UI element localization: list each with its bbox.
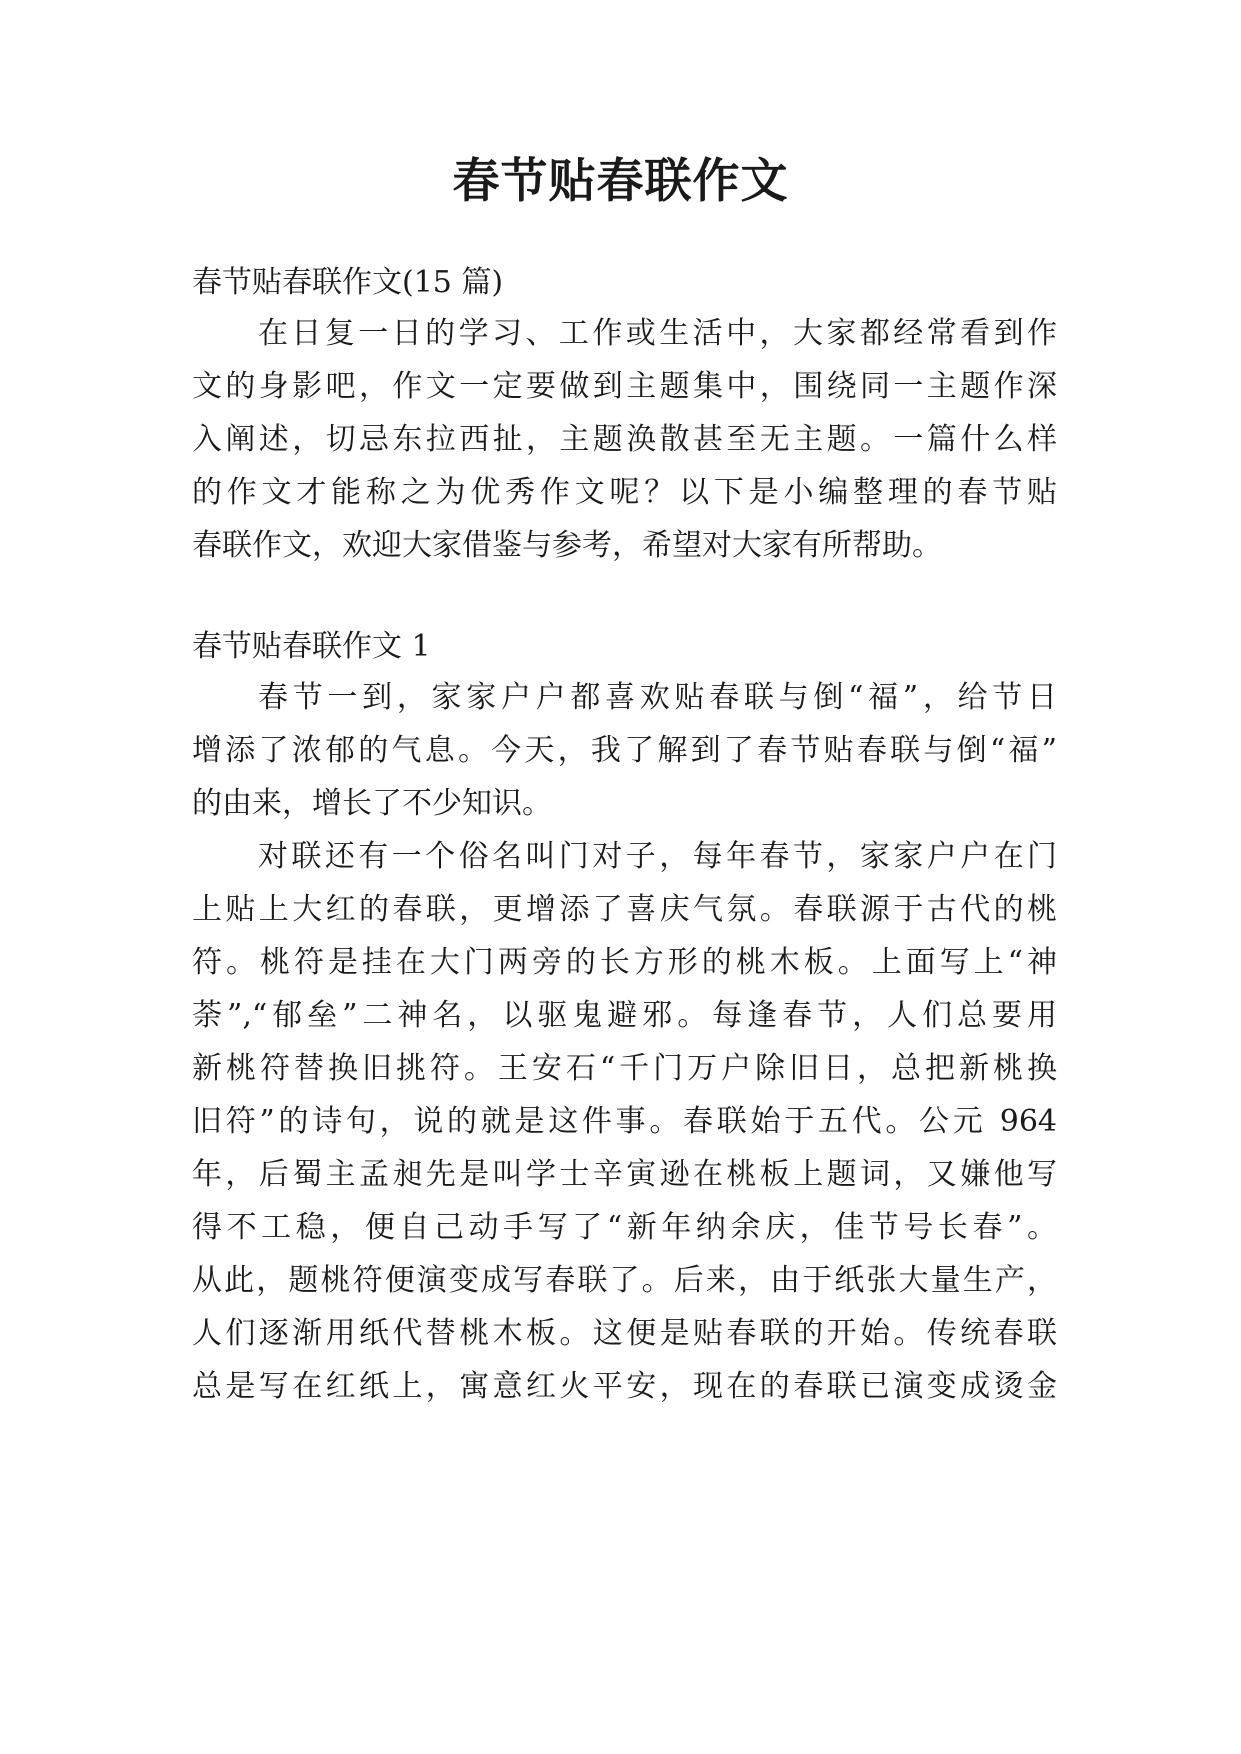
paragraph-line: 荼”,“郁垒”二神名，以驱鬼避邪。每逢春节，人们总要用 — [192, 998, 1057, 1033]
paragraph-line: 新桃符替换旧挑符。王安石“千门万户除旧日，总把新桃换 — [192, 1051, 1057, 1086]
paragraph-line: 得不工稳，便自己动手写了“新年纳余庆，佳节号长春”。 — [192, 1210, 1057, 1245]
intro-line: 入阐述，切忌东拉西扯，主题涣散甚至无主题。一篇什么样 — [192, 422, 1057, 457]
paragraph-line: 总是写在红纸上，寓意红火平安，现在的春联已演变成烫金 — [192, 1369, 1057, 1404]
paragraph-line: 的由来，增长了不少知识。 — [192, 786, 552, 821]
intro-line: 在日复一日的学习、工作或生活中，大家都经常看到作 — [258, 316, 1057, 351]
collection-heading: 春节贴春联作文(15 篇) — [192, 265, 504, 300]
intro-line: 的作文才能称之为优秀作文呢？以下是小编整理的春节贴 — [192, 475, 1057, 510]
intro-line: 文的身影吧，作文一定要做到主题集中，围绕同一主题作深 — [192, 369, 1057, 404]
intro-line: 春联作文，欢迎大家借鉴与参考，希望对大家有所帮助。 — [192, 528, 942, 563]
paragraph-line: 对联还有一个俗名叫门对子，每年春节，家家户户在门 — [258, 839, 1057, 874]
paragraph-line: 人们逐渐用纸代替桃木板。这便是贴春联的开始。传统春联 — [192, 1316, 1057, 1351]
paragraph-line: 春节一到，家家户户都喜欢贴春联与倒“福”，给节日 — [258, 680, 1057, 715]
paragraph-line: 年，后蜀主孟昶先是叫学士辛寅逊在桃板上题词，又嫌他写 — [192, 1157, 1057, 1192]
document-title: 春节贴春联作文 — [452, 154, 789, 209]
paragraph-line: 符。桃符是挂在大门两旁的长方形的桃木板。上面写上“神 — [192, 945, 1057, 980]
paragraph-line: 从此，题桃符便演变成写春联了。后来，由于纸张大量生产， — [192, 1263, 1057, 1298]
paragraph-line: 增添了浓郁的气息。今天，我了解到了春节贴春联与倒“福” — [192, 733, 1057, 768]
paragraph-line: 上贴上大红的春联，更增添了喜庆气氛。春联源于古代的桃 — [192, 892, 1057, 927]
section-heading: 春节贴春联作文 1 — [192, 629, 431, 664]
paragraph-line: 旧符”的诗句，说的就是这件事。春联始于五代。公元 964 — [192, 1104, 1057, 1139]
